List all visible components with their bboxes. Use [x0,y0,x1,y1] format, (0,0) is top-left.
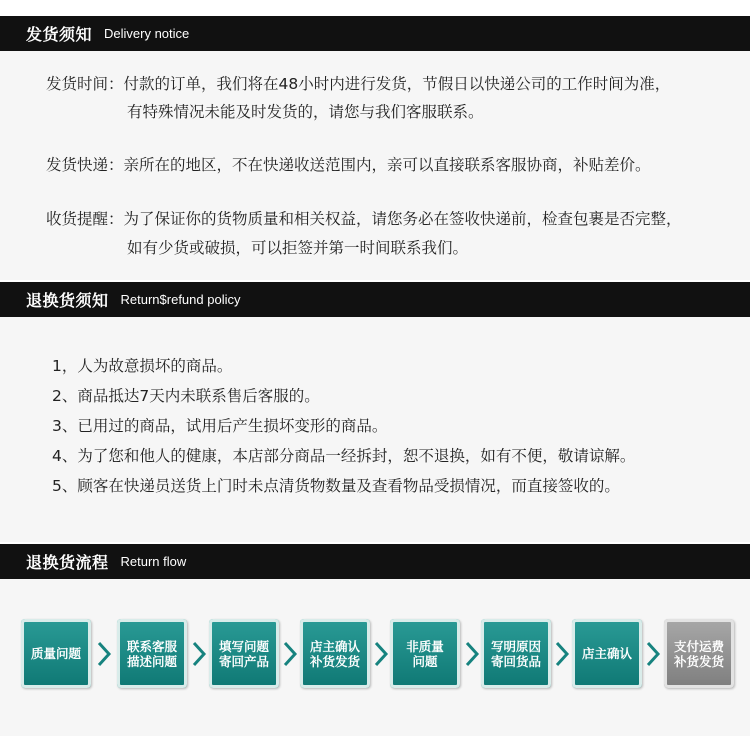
flow-step-write-reason [481,619,551,688]
flow-step-label-2: 寄回产品 [218,653,269,669]
flow-step-label-2: 补货发货 [309,653,360,669]
flow-step-label: 店主确认 [581,646,632,661]
chevron-right-icon [96,641,112,667]
flow-step-label: 店主确认 [309,638,360,654]
delivery-notice-title: 发货须知 [26,25,93,44]
return-flow-header [0,544,750,579]
flow-step-label: 联系客服 [126,638,177,654]
flow-step-quality-issue [21,619,91,688]
flow-step-label: 写明原因 [490,638,541,654]
policy-item: 4、为了您和他人的健康，本店部分商品一经拆封，恕不退换，如有不便，敬请谅解。 [52,447,636,465]
receipt-reminder-line-cont: 如有少货或破损，可以拒签并第一时间联系我们。 [127,239,469,257]
return-policy-subtitle: Return$refund policy [120,292,241,307]
flow-step-label-2: 寄回货品 [490,653,541,669]
chevron-right-icon [464,641,480,667]
policy-item: 5、顾客在快递员送货上门时未点清货物数量及查看物品受损情况，而直接签收的。 [52,477,620,495]
policy-item: 1，人为故意损坏的商品。 [52,357,233,375]
policy-item: 2、商品抵达7天内未联系售后客服的。 [52,387,320,405]
return-policy-title: 退换货须知 [26,291,109,310]
return-flow-title: 退换货流程 [26,553,109,572]
flow-step-contact-service [117,619,187,688]
chevron-right-icon [191,641,207,667]
delivery-notice-subtitle: Delivery notice [104,26,190,41]
flow-step-label: 质量问题 [30,646,81,661]
chevron-right-icon [282,641,298,667]
delivery-time-line: 发货时间：付款的订单，我们将在48小时内进行发货，节假日以快递公司的工作时间为准， [46,75,671,93]
flow-step-label-2: 问题 [412,653,438,669]
flow-step-label: 填写问题 [218,638,269,654]
return-policy-header [0,282,750,317]
flow-step-owner-confirm-reship [300,619,370,688]
flow-step-label-2: 描述问题 [126,653,177,669]
flow-step-label: 支付运费 [673,638,724,654]
return-flow-subtitle: Return flow [120,554,187,569]
receipt-reminder-line: 收货提醒：为了保证你的货物质量和相关权益，请您务必在签收快递前，检查包裹是否完整， [46,210,682,228]
flow-step-fill-issue [209,619,279,688]
delivery-time-line-cont: 有特殊情况未能及时发货的，请您与我们客服联系。 [127,103,484,121]
flow-step-non-quality [390,619,460,688]
flow-step-pay-shipping [664,619,734,688]
delivery-courier-line: 发货快递：亲所在的地区，不在快递收送范围内，亲可以直接联系客服协商，补贴差价。 [46,156,651,174]
flow-step-label: 非质量 [406,638,444,654]
chevron-right-icon [645,641,661,667]
chevron-right-icon [373,641,389,667]
flow-step-owner-confirm [572,619,642,688]
chevron-right-icon [554,641,570,667]
flow-step-label-2: 补货发货 [673,653,724,669]
delivery-notice-header [0,16,750,51]
policy-item: 3、已用过的商品，试用后产生损坏变形的商品。 [52,417,388,435]
